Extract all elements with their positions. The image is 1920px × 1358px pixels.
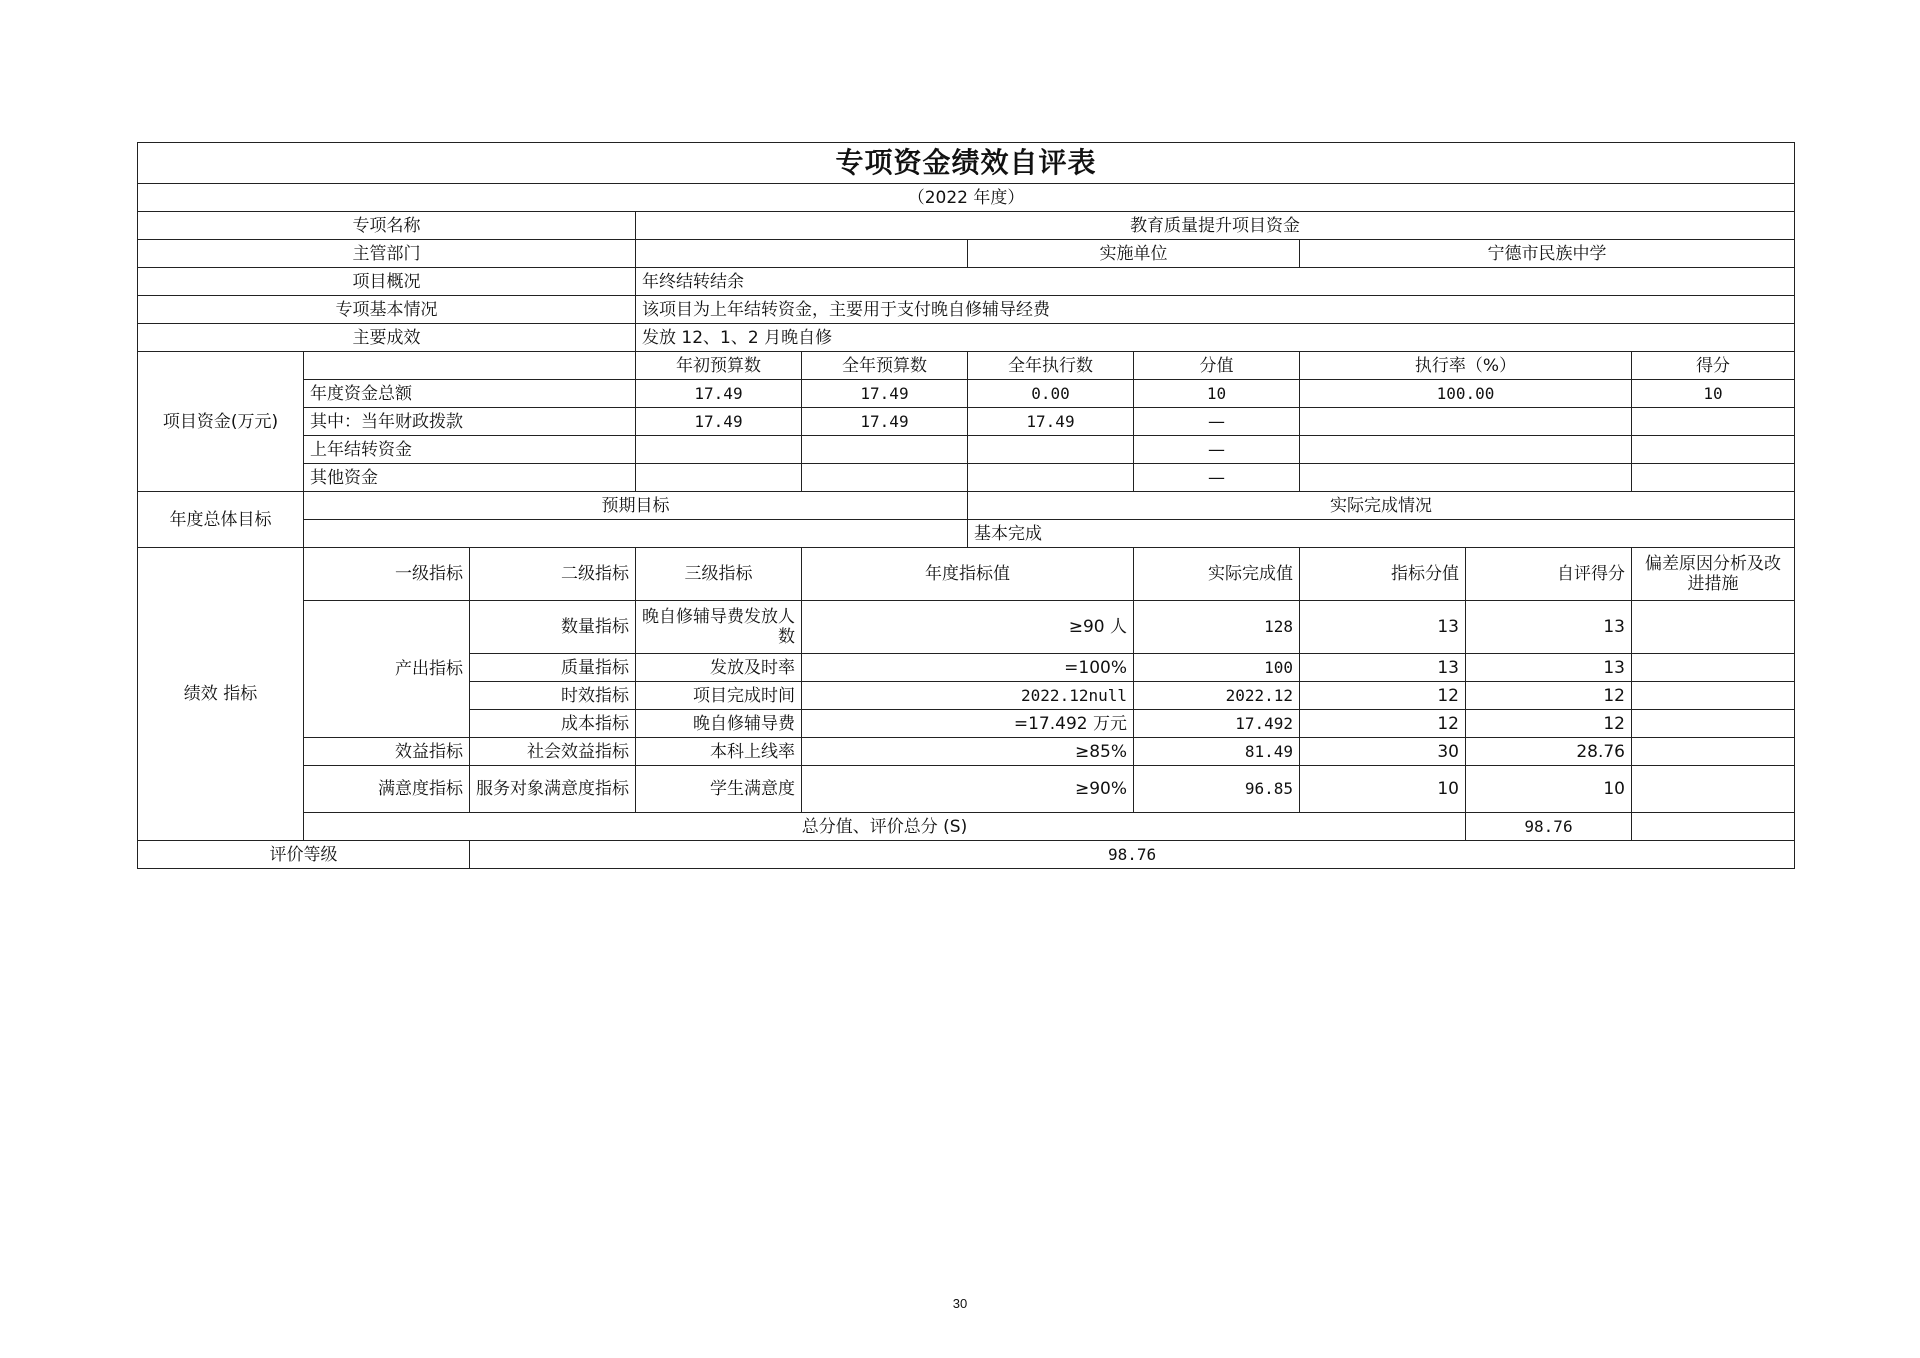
funds-row-score: 10 bbox=[1632, 380, 1795, 408]
funds-row-rate bbox=[1300, 464, 1632, 492]
indicator-level3: 发放及时率 bbox=[636, 654, 802, 682]
funds-row-rate bbox=[1300, 408, 1632, 436]
funds-header-rate: 执行率（%） bbox=[1300, 352, 1632, 380]
funds-header-year: 全年预算数 bbox=[802, 352, 968, 380]
funds-header-blank bbox=[304, 352, 636, 380]
indicator-target: ≥85% bbox=[802, 738, 1134, 766]
indicator-row bbox=[138, 766, 1795, 813]
fiscal-year: （2022 年度） bbox=[138, 184, 1795, 212]
total-score-label: 总分值、评价总分 (S) bbox=[304, 813, 1466, 841]
indicator-header-score: 自评得分 bbox=[1466, 548, 1632, 601]
indicator-actual: 2022.12 bbox=[1134, 682, 1300, 710]
page-number: 30 bbox=[952, 1296, 968, 1311]
basic-info-label: 专项基本情况 bbox=[138, 296, 636, 324]
indicator-target: 2022.12null bbox=[802, 682, 1134, 710]
annual-goal-label: 年度总体目标 bbox=[138, 492, 304, 548]
indicator-target: ≥90 人 bbox=[802, 601, 1134, 654]
funds-row-name: 上年结转资金 bbox=[304, 436, 636, 464]
actual-status-value: 基本完成 bbox=[968, 520, 1795, 548]
indicator-weight: 10 bbox=[1300, 766, 1466, 813]
indicator-note bbox=[1632, 738, 1795, 766]
indicator-score: 13 bbox=[1466, 654, 1632, 682]
indicator-weight: 13 bbox=[1300, 601, 1466, 654]
indicator-header-target: 年度指标值 bbox=[802, 548, 1134, 601]
funds-row-score-value: — bbox=[1134, 464, 1300, 492]
indicator-note bbox=[1632, 766, 1795, 813]
indicator-level3: 本科上线率 bbox=[636, 738, 802, 766]
funds-row-score-value: — bbox=[1134, 436, 1300, 464]
indicator-actual: 81.49 bbox=[1134, 738, 1300, 766]
indicator-level2: 数量指标 bbox=[470, 601, 636, 654]
indicator-level3: 晚自修辅导费 bbox=[636, 710, 802, 738]
main-results-label: 主要成效 bbox=[138, 324, 636, 352]
indicator-actual: 128 bbox=[1134, 601, 1300, 654]
funds-row-name: 年度资金总额 bbox=[304, 380, 636, 408]
benefit-indicator-label: 效益指标 bbox=[304, 738, 470, 766]
funds-row-rate bbox=[1300, 436, 1632, 464]
funds-section-label: 项目资金(万元) bbox=[138, 352, 304, 492]
funds-header-executed: 全年执行数 bbox=[968, 352, 1134, 380]
indicator-level2: 时效指标 bbox=[470, 682, 636, 710]
funds-row-score bbox=[1632, 464, 1795, 492]
funds-row bbox=[138, 436, 1795, 464]
funds-row-score-value: — bbox=[1134, 408, 1300, 436]
indicator-level3: 项目完成时间 bbox=[636, 682, 802, 710]
funds-row bbox=[138, 464, 1795, 492]
indicator-level2: 社会效益指标 bbox=[470, 738, 636, 766]
indicator-weight: 30 bbox=[1300, 738, 1466, 766]
indicator-header-level1: 一级指标 bbox=[304, 548, 470, 601]
funds-row-executed: 17.49 bbox=[968, 408, 1134, 436]
indicator-level2: 成本指标 bbox=[470, 710, 636, 738]
indicator-note bbox=[1632, 601, 1795, 654]
funds-row-executed bbox=[968, 436, 1134, 464]
indicator-score: 28.76 bbox=[1466, 738, 1632, 766]
indicator-weight: 13 bbox=[1300, 654, 1466, 682]
expected-goal-value bbox=[304, 520, 968, 548]
indicator-level2: 质量指标 bbox=[470, 654, 636, 682]
funds-row bbox=[138, 380, 1795, 408]
satisfaction-indicator-label: 满意度指标 bbox=[304, 766, 470, 813]
indicator-header-weight: 指标分值 bbox=[1300, 548, 1466, 601]
overview-value: 年终结转结余 bbox=[636, 268, 1795, 296]
overview-label: 项目概况 bbox=[138, 268, 636, 296]
funds-row bbox=[138, 408, 1795, 436]
funds-row-init: 17.49 bbox=[636, 408, 802, 436]
main-results-value: 发放 12、1、2 月晚自修 bbox=[636, 324, 1795, 352]
funds-row-score-value: 10 bbox=[1134, 380, 1300, 408]
project-name-label: 专项名称 bbox=[138, 212, 636, 240]
indicator-header-note: 偏差原因分析及改进措施 bbox=[1632, 548, 1795, 601]
indicator-note bbox=[1632, 654, 1795, 682]
indicator-actual: 17.492 bbox=[1134, 710, 1300, 738]
indicator-row bbox=[138, 601, 1795, 654]
funds-row-init bbox=[636, 436, 802, 464]
indicator-score: 13 bbox=[1466, 601, 1632, 654]
indicator-level2: 服务对象满意度指标 bbox=[470, 766, 636, 813]
grade-label: 评价等级 bbox=[138, 841, 470, 869]
indicator-actual: 96.85 bbox=[1134, 766, 1300, 813]
funds-row-year bbox=[802, 436, 968, 464]
funds-row-name: 其中：当年财政拨款 bbox=[304, 408, 636, 436]
indicator-note bbox=[1632, 682, 1795, 710]
indicator-actual: 100 bbox=[1134, 654, 1300, 682]
indicator-row bbox=[138, 738, 1795, 766]
funds-row-init: 17.49 bbox=[636, 380, 802, 408]
indicator-header-actual: 实际完成值 bbox=[1134, 548, 1300, 601]
funds-row-rate: 100.00 bbox=[1300, 380, 1632, 408]
funds-row-executed bbox=[968, 464, 1134, 492]
indicator-weight: 12 bbox=[1300, 682, 1466, 710]
grade-value: 98.76 bbox=[470, 841, 1795, 869]
funds-row-score bbox=[1632, 408, 1795, 436]
indicator-header-level3: 三级指标 bbox=[636, 548, 802, 601]
total-score-blank bbox=[1632, 813, 1795, 841]
indicator-target: =100% bbox=[802, 654, 1134, 682]
indicator-score: 12 bbox=[1466, 682, 1632, 710]
performance-self-evaluation-table bbox=[137, 142, 1795, 869]
implementing-unit-label: 实施单位 bbox=[968, 240, 1300, 268]
indicator-note bbox=[1632, 710, 1795, 738]
indicator-target: =17.492 万元 bbox=[802, 710, 1134, 738]
funds-header-score: 得分 bbox=[1632, 352, 1795, 380]
actual-status-label: 实际完成情况 bbox=[968, 492, 1795, 520]
indicator-level3: 晚自修辅导费发放人数 bbox=[636, 601, 802, 654]
expected-goal-label: 预期目标 bbox=[304, 492, 968, 520]
performance-section-label: 绩效 指标 bbox=[138, 548, 304, 841]
funds-row-year: 17.49 bbox=[802, 408, 968, 436]
implementing-unit-value: 宁德市民族中学 bbox=[1300, 240, 1795, 268]
indicator-score: 12 bbox=[1466, 710, 1632, 738]
funds-row-executed: 0.00 bbox=[968, 380, 1134, 408]
total-score-value: 98.76 bbox=[1466, 813, 1632, 841]
indicator-target: ≥90% bbox=[802, 766, 1134, 813]
funds-row-init bbox=[636, 464, 802, 492]
indicator-score: 10 bbox=[1466, 766, 1632, 813]
indicator-header-level2: 二级指标 bbox=[470, 548, 636, 601]
funds-row-year: 17.49 bbox=[802, 380, 968, 408]
funds-header-init: 年初预算数 bbox=[636, 352, 802, 380]
indicator-weight: 12 bbox=[1300, 710, 1466, 738]
output-indicator-label: 产出指标 bbox=[304, 601, 470, 738]
basic-info-value: 该项目为上年结转资金，主要用于支付晚自修辅导经费 bbox=[636, 296, 1795, 324]
table-title: 专项资金绩效自评表 bbox=[138, 143, 1795, 184]
funds-row-name: 其他资金 bbox=[304, 464, 636, 492]
funds-header-score-value: 分值 bbox=[1134, 352, 1300, 380]
funds-row-year bbox=[802, 464, 968, 492]
indicator-level3: 学生满意度 bbox=[636, 766, 802, 813]
project-name-value: 教育质量提升项目资金 bbox=[636, 212, 1795, 240]
funds-row-score bbox=[1632, 436, 1795, 464]
department-label: 主管部门 bbox=[138, 240, 636, 268]
department-value bbox=[636, 240, 968, 268]
